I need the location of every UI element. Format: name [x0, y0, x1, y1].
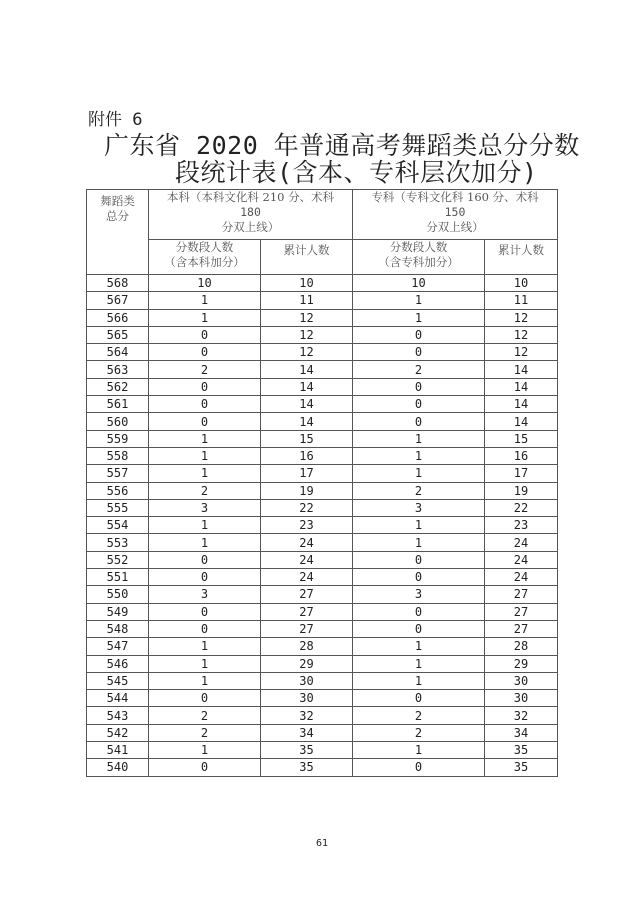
undergrad-count-cell: 1 — [149, 672, 261, 689]
score-cell: 554 — [87, 517, 149, 534]
undergrad-count-cell: 10 — [149, 275, 261, 292]
undergrad-cumulative-cell: 14 — [261, 378, 353, 395]
undergrad-count-cell: 0 — [149, 569, 261, 586]
undergrad-cumulative-cell: 12 — [261, 344, 353, 361]
junior-count-cell: 1 — [353, 655, 485, 672]
table-row — [87, 292, 558, 309]
undergrad-count-cell: 0 — [149, 326, 261, 343]
score-cell: 551 — [87, 569, 149, 586]
score-cell: 567 — [87, 292, 149, 309]
undergrad-cumulative-cell: 16 — [261, 447, 353, 464]
undergrad-count-cell: 1 — [149, 447, 261, 464]
junior-count-header — [353, 240, 485, 275]
table-row — [87, 603, 558, 620]
undergrad-count-cell: 1 — [149, 534, 261, 551]
title-line-2: 段统计表(含本、专科层次加分) — [175, 158, 538, 187]
score-cell: 562 — [87, 378, 149, 395]
table-row — [87, 569, 558, 586]
junior-count-cell: 0 — [353, 326, 485, 343]
junior-cumulative-cell: 16 — [485, 447, 558, 464]
table-row — [87, 396, 558, 413]
junior-count-cell: 1 — [353, 447, 485, 464]
undergrad-header-line3: 分双上线） — [221, 220, 280, 234]
junior-cumulative-cell: 35 — [485, 759, 558, 776]
junior-header-line2: 150 — [444, 205, 466, 219]
junior-count-cell: 3 — [353, 586, 485, 603]
undergrad-cumulative-cell: 23 — [261, 517, 353, 534]
score-table — [86, 189, 558, 777]
junior-count-cell: 2 — [353, 361, 485, 378]
junior-count-cell: 1 — [353, 742, 485, 759]
undergrad-cumulative-cell: 27 — [261, 586, 353, 603]
score-cell: 565 — [87, 326, 149, 343]
junior-count-cell: 0 — [353, 344, 485, 361]
page-number: 61 — [316, 838, 329, 849]
junior-cumulative-cell: 27 — [485, 620, 558, 637]
table-row — [87, 413, 558, 430]
score-cell: 552 — [87, 551, 149, 568]
score-cell: 546 — [87, 655, 149, 672]
junior-cumulative-cell: 23 — [485, 517, 558, 534]
score-cell: 542 — [87, 724, 149, 741]
table-row — [87, 742, 558, 759]
junior-cumulative-cell: 24 — [485, 569, 558, 586]
junior-count-cell: 10 — [353, 275, 485, 292]
junior-cumulative-header — [485, 240, 558, 275]
undergrad-cumulative-cell: 30 — [261, 690, 353, 707]
undergrad-cumulative-cell: 27 — [261, 620, 353, 637]
table-row — [87, 655, 558, 672]
junior-count-cell: 2 — [353, 707, 485, 724]
undergrad-cumulative-cell: 29 — [261, 655, 353, 672]
undergrad-cumulative-cell: 17 — [261, 465, 353, 482]
undergrad-count-cell: 1 — [149, 742, 261, 759]
undergrad-header-line2: 180 — [240, 205, 261, 219]
junior-count-cell: 0 — [353, 378, 485, 395]
undergrad-count-cell: 0 — [149, 344, 261, 361]
table-row — [87, 690, 558, 707]
undergrad-count-cell: 3 — [149, 499, 261, 516]
table-row — [87, 534, 558, 551]
undergrad-count-cell: 1 — [149, 430, 261, 447]
junior-cumulative-cell: 30 — [485, 672, 558, 689]
score-cell: 549 — [87, 603, 149, 620]
junior-count-cell: 1 — [353, 534, 485, 551]
score-cell: 558 — [87, 447, 149, 464]
attachment-label: 附件 6 — [88, 110, 143, 130]
junior-cumulative-cell: 28 — [485, 638, 558, 655]
junior-header — [353, 190, 558, 240]
table-row — [87, 638, 558, 655]
junior-cumulative-cell: 24 — [485, 551, 558, 568]
junior-cumulative-cell: 12 — [485, 344, 558, 361]
junior-cumulative-cell: 32 — [485, 707, 558, 724]
junior-count-header-line2: （含专科加分） — [378, 255, 459, 269]
table-row — [87, 309, 558, 326]
junior-cumulative-cell: 12 — [485, 309, 558, 326]
junior-cumulative-cell: 34 — [485, 724, 558, 741]
score-cell: 553 — [87, 534, 149, 551]
title-line-1: 广东省 2020 年普通高考舞蹈类总分分数 — [104, 131, 580, 160]
junior-count-cell: 1 — [353, 638, 485, 655]
junior-count-cell: 0 — [353, 603, 485, 620]
undergrad-count-cell: 2 — [149, 361, 261, 378]
score-cell: 566 — [87, 309, 149, 326]
undergrad-cumulative-cell: 10 — [261, 275, 353, 292]
undergrad-count-cell: 0 — [149, 396, 261, 413]
undergrad-count-cell: 0 — [149, 759, 261, 776]
junior-count-header-line1: 分数段人数 — [389, 240, 448, 254]
junior-cumulative-cell: 10 — [485, 275, 558, 292]
junior-cumulative-cell: 11 — [485, 292, 558, 309]
table-row — [87, 275, 558, 292]
junior-cumulative-cell: 29 — [485, 655, 558, 672]
undergrad-count-cell: 0 — [149, 413, 261, 430]
table-row — [87, 586, 558, 603]
junior-cumulative-cell: 15 — [485, 430, 558, 447]
table-row — [87, 344, 558, 361]
score-header-text: 舞蹈类总分 — [100, 194, 135, 223]
undergrad-count-cell: 2 — [149, 707, 261, 724]
junior-header-line3: 分双上线） — [426, 220, 484, 234]
junior-header-line1: 专科（专科文化科 160 分、术科 — [371, 190, 539, 204]
score-cell: 555 — [87, 499, 149, 516]
junior-count-cell: 1 — [353, 465, 485, 482]
score-cell: 557 — [87, 465, 149, 482]
undergrad-cumulative-cell: 30 — [261, 672, 353, 689]
undergrad-cumulative-cell: 34 — [261, 724, 353, 741]
score-cell: 564 — [87, 344, 149, 361]
junior-cumulative-cell: 19 — [485, 482, 558, 499]
junior-count-cell: 1 — [353, 430, 485, 447]
junior-cumulative-cell: 14 — [485, 413, 558, 430]
junior-cumulative-cell: 27 — [485, 603, 558, 620]
junior-count-cell: 1 — [353, 309, 485, 326]
table-body — [87, 275, 558, 777]
score-column-header — [87, 190, 149, 275]
junior-count-cell: 3 — [353, 499, 485, 516]
score-cell: 548 — [87, 620, 149, 637]
table-row — [87, 517, 558, 534]
score-cell: 543 — [87, 707, 149, 724]
undergrad-count-header — [149, 240, 261, 275]
undergrad-cumulative-cell: 14 — [261, 361, 353, 378]
table-row — [87, 672, 558, 689]
junior-cumulative-cell: 12 — [485, 326, 558, 343]
undergrad-count-cell: 1 — [149, 638, 261, 655]
undergrad-cumulative-cell: 14 — [261, 396, 353, 413]
score-cell: 540 — [87, 759, 149, 776]
undergrad-cumulative-cell: 22 — [261, 499, 353, 516]
table-row — [87, 759, 558, 776]
undergrad-cumulative-header-text: 累计人数 — [283, 243, 330, 257]
table-row — [87, 447, 558, 464]
score-cell: 544 — [87, 690, 149, 707]
undergrad-header-line1: 本科（本科文化科 210 分、术科 — [166, 190, 335, 204]
junior-cumulative-cell: 30 — [485, 690, 558, 707]
undergrad-cumulative-cell: 12 — [261, 309, 353, 326]
undergrad-cumulative-cell: 35 — [261, 759, 353, 776]
undergrad-cumulative-cell: 28 — [261, 638, 353, 655]
undergrad-cumulative-cell: 14 — [261, 413, 353, 430]
junior-cumulative-cell: 22 — [485, 499, 558, 516]
undergrad-cumulative-header — [261, 240, 353, 275]
undergrad-count-cell: 3 — [149, 586, 261, 603]
undergrad-count-cell: 1 — [149, 465, 261, 482]
junior-count-cell: 0 — [353, 620, 485, 637]
junior-count-cell: 0 — [353, 413, 485, 430]
undergrad-count-cell: 2 — [149, 482, 261, 499]
score-cell: 559 — [87, 430, 149, 447]
junior-cumulative-cell: 14 — [485, 361, 558, 378]
junior-cumulative-cell: 14 — [485, 378, 558, 395]
undergrad-count-cell: 0 — [149, 690, 261, 707]
junior-count-cell: 1 — [353, 517, 485, 534]
junior-count-cell: 2 — [353, 724, 485, 741]
undergrad-cumulative-cell: 15 — [261, 430, 353, 447]
table-row — [87, 326, 558, 343]
undergrad-count-cell: 0 — [149, 378, 261, 395]
junior-cumulative-header-text: 累计人数 — [498, 243, 545, 257]
score-cell: 568 — [87, 275, 149, 292]
undergrad-count-cell: 1 — [149, 655, 261, 672]
table-row — [87, 724, 558, 741]
table-row — [87, 482, 558, 499]
junior-cumulative-cell: 35 — [485, 742, 558, 759]
junior-count-cell: 0 — [353, 690, 485, 707]
undergrad-count-header-line2: （含本科加分） — [164, 255, 245, 269]
undergrad-cumulative-cell: 12 — [261, 326, 353, 343]
undergrad-count-cell: 1 — [149, 292, 261, 309]
junior-cumulative-cell: 17 — [485, 465, 558, 482]
score-cell: 563 — [87, 361, 149, 378]
score-cell: 545 — [87, 672, 149, 689]
undergrad-count-cell: 1 — [149, 517, 261, 534]
junior-count-cell: 0 — [353, 759, 485, 776]
junior-count-cell: 0 — [353, 551, 485, 568]
undergrad-header — [149, 190, 353, 240]
undergrad-cumulative-cell: 24 — [261, 569, 353, 586]
undergrad-cumulative-cell: 24 — [261, 551, 353, 568]
undergrad-count-cell: 2 — [149, 724, 261, 741]
score-cell: 560 — [87, 413, 149, 430]
undergrad-count-cell: 0 — [149, 603, 261, 620]
table-row — [87, 361, 558, 378]
score-cell: 561 — [87, 396, 149, 413]
junior-count-cell: 0 — [353, 569, 485, 586]
score-cell: 547 — [87, 638, 149, 655]
table-row — [87, 620, 558, 637]
junior-count-cell: 2 — [353, 482, 485, 499]
junior-cumulative-cell: 27 — [485, 586, 558, 603]
table-row — [87, 430, 558, 447]
undergrad-cumulative-cell: 27 — [261, 603, 353, 620]
junior-count-cell: 1 — [353, 672, 485, 689]
undergrad-count-cell: 0 — [149, 551, 261, 568]
table-row — [87, 465, 558, 482]
undergrad-cumulative-cell: 24 — [261, 534, 353, 551]
score-cell: 550 — [87, 586, 149, 603]
junior-count-cell: 0 — [353, 396, 485, 413]
junior-cumulative-cell: 14 — [485, 396, 558, 413]
score-cell: 541 — [87, 742, 149, 759]
undergrad-count-header-line1: 分数段人数 — [175, 240, 234, 254]
table-row — [87, 551, 558, 568]
table-row — [87, 499, 558, 516]
junior-cumulative-cell: 24 — [485, 534, 558, 551]
undergrad-count-cell: 0 — [149, 620, 261, 637]
undergrad-cumulative-cell: 11 — [261, 292, 353, 309]
undergrad-count-cell: 1 — [149, 309, 261, 326]
table-row — [87, 707, 558, 724]
undergrad-cumulative-cell: 35 — [261, 742, 353, 759]
score-cell: 556 — [87, 482, 149, 499]
table-row — [87, 378, 558, 395]
undergrad-cumulative-cell: 32 — [261, 707, 353, 724]
undergrad-cumulative-cell: 19 — [261, 482, 353, 499]
junior-count-cell: 1 — [353, 292, 485, 309]
